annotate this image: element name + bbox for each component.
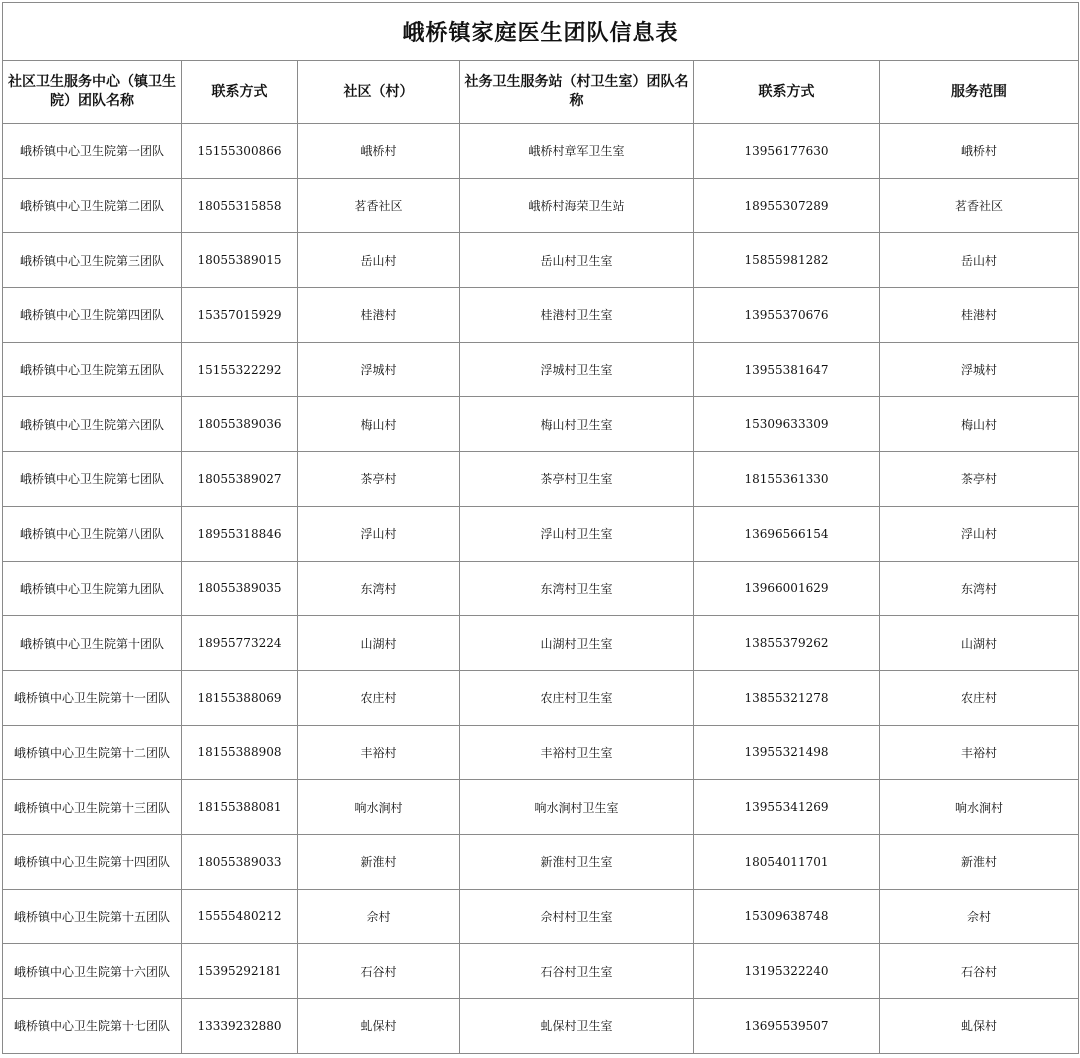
cell-station-team-name: 梅山村卫生室 (460, 397, 694, 452)
table-row (3, 124, 1079, 179)
team-info-sheet (2, 2, 1078, 1056)
header-community: 社区（村） (298, 61, 460, 124)
cell-station-team-name: 峨桥村海荣卫生站 (460, 178, 694, 233)
cell-community: 东湾村 (298, 561, 460, 616)
cell-station-contact: 18155361330 (694, 452, 880, 507)
cell-community: 石谷村 (298, 944, 460, 999)
cell-center-team-name: 峨桥镇中心卫生院第十七团队 (3, 999, 182, 1054)
cell-center-contact: 18155388908 (182, 725, 298, 780)
cell-center-contact: 18955318846 (182, 506, 298, 561)
cell-community: 峨桥村 (298, 124, 460, 179)
cell-center-contact: 15155322292 (182, 342, 298, 397)
cell-service-area: 虬保村 (880, 999, 1079, 1054)
table-row (3, 288, 1079, 343)
cell-center-contact: 15357015929 (182, 288, 298, 343)
cell-center-team-name: 峨桥镇中心卫生院第五团队 (3, 342, 182, 397)
header-station-contact: 联系方式 (694, 61, 880, 124)
cell-service-area: 东湾村 (880, 561, 1079, 616)
cell-center-team-name: 峨桥镇中心卫生院第九团队 (3, 561, 182, 616)
cell-station-contact: 13195322240 (694, 944, 880, 999)
table-row (3, 452, 1079, 507)
cell-station-contact: 13855379262 (694, 616, 880, 671)
cell-service-area: 峨桥村 (880, 124, 1079, 179)
cell-community: 丰裕村 (298, 725, 460, 780)
table-row (3, 780, 1079, 835)
cell-station-contact: 18955307289 (694, 178, 880, 233)
cell-station-team-name: 丰裕村卫生室 (460, 725, 694, 780)
cell-community: 响水涧村 (298, 780, 460, 835)
table-row (3, 889, 1079, 944)
cell-center-contact: 18055389036 (182, 397, 298, 452)
cell-station-contact: 13966001629 (694, 561, 880, 616)
cell-station-contact: 13695539507 (694, 999, 880, 1054)
cell-community: 浮城村 (298, 342, 460, 397)
title-row (3, 3, 1079, 61)
cell-station-contact: 13696566154 (694, 506, 880, 561)
cell-station-team-name: 佘村村卫生室 (460, 889, 694, 944)
cell-center-team-name: 峨桥镇中心卫生院第十团队 (3, 616, 182, 671)
cell-community: 桂港村 (298, 288, 460, 343)
cell-service-area: 梅山村 (880, 397, 1079, 452)
cell-center-team-name: 峨桥镇中心卫生院第二团队 (3, 178, 182, 233)
cell-center-contact: 18955773224 (182, 616, 298, 671)
cell-station-team-name: 东湾村卫生室 (460, 561, 694, 616)
cell-community: 虬保村 (298, 999, 460, 1054)
cell-station-team-name: 浮城村卫生室 (460, 342, 694, 397)
cell-community: 茶亭村 (298, 452, 460, 507)
header-center-contact: 联系方式 (182, 61, 298, 124)
table-row (3, 944, 1079, 999)
cell-center-team-name: 峨桥镇中心卫生院第六团队 (3, 397, 182, 452)
cell-service-area: 浮山村 (880, 506, 1079, 561)
header-center-team-name: 社区卫生服务中心（镇卫生院）团队名称 (3, 61, 182, 124)
cell-center-team-name: 峨桥镇中心卫生院第十四团队 (3, 834, 182, 889)
cell-center-team-name: 峨桥镇中心卫生院第十三团队 (3, 780, 182, 835)
cell-service-area: 佘村 (880, 889, 1079, 944)
header-station-team-name: 社务卫生服务站（村卫生室）团队名称 (460, 61, 694, 124)
cell-center-contact: 18155388081 (182, 780, 298, 835)
cell-station-contact: 13956177630 (694, 124, 880, 179)
cell-service-area: 茶亭村 (880, 452, 1079, 507)
cell-station-team-name: 虬保村卫生室 (460, 999, 694, 1054)
table-row (3, 670, 1079, 725)
cell-center-team-name: 峨桥镇中心卫生院第七团队 (3, 452, 182, 507)
cell-community: 农庄村 (298, 670, 460, 725)
cell-community: 梅山村 (298, 397, 460, 452)
cell-community: 岳山村 (298, 233, 460, 288)
table-row (3, 506, 1079, 561)
cell-center-team-name: 峨桥镇中心卫生院第一团队 (3, 124, 182, 179)
cell-service-area: 山湖村 (880, 616, 1079, 671)
table-row (3, 616, 1079, 671)
cell-center-contact: 18055389015 (182, 233, 298, 288)
cell-center-contact: 18055389035 (182, 561, 298, 616)
cell-station-contact: 15309633309 (694, 397, 880, 452)
cell-station-team-name: 峨桥村章军卫生室 (460, 124, 694, 179)
cell-station-contact: 13955341269 (694, 780, 880, 835)
cell-station-team-name: 石谷村卫生室 (460, 944, 694, 999)
table-row (3, 342, 1079, 397)
cell-station-contact: 18054011701 (694, 834, 880, 889)
table-row (3, 725, 1079, 780)
table-body (3, 3, 1079, 1054)
cell-service-area: 桂港村 (880, 288, 1079, 343)
cell-station-contact: 13855321278 (694, 670, 880, 725)
table-row (3, 397, 1079, 452)
table-row (3, 233, 1079, 288)
cell-service-area: 岳山村 (880, 233, 1079, 288)
cell-station-team-name: 茶亭村卫生室 (460, 452, 694, 507)
cell-center-team-name: 峨桥镇中心卫生院第十五团队 (3, 889, 182, 944)
cell-center-contact: 15555480212 (182, 889, 298, 944)
table-row (3, 561, 1079, 616)
cell-center-team-name: 峨桥镇中心卫生院第四团队 (3, 288, 182, 343)
cell-station-contact: 15855981282 (694, 233, 880, 288)
cell-center-team-name: 峨桥镇中心卫生院第八团队 (3, 506, 182, 561)
header-row (3, 61, 1079, 124)
cell-service-area: 丰裕村 (880, 725, 1079, 780)
team-info-table (2, 2, 1079, 1054)
cell-community: 山湖村 (298, 616, 460, 671)
cell-station-team-name: 桂港村卫生室 (460, 288, 694, 343)
cell-center-contact: 15395292181 (182, 944, 298, 999)
cell-service-area: 新淮村 (880, 834, 1079, 889)
cell-service-area: 浮城村 (880, 342, 1079, 397)
cell-community: 新淮村 (298, 834, 460, 889)
cell-station-contact: 13955321498 (694, 725, 880, 780)
cell-service-area: 农庄村 (880, 670, 1079, 725)
cell-station-team-name: 浮山村卫生室 (460, 506, 694, 561)
cell-community: 茗香社区 (298, 178, 460, 233)
cell-service-area: 响水涧村 (880, 780, 1079, 835)
cell-station-team-name: 响水涧村卫生室 (460, 780, 694, 835)
cell-center-team-name: 峨桥镇中心卫生院第十六团队 (3, 944, 182, 999)
table-row (3, 178, 1079, 233)
cell-center-contact: 13339232880 (182, 999, 298, 1054)
cell-station-team-name: 农庄村卫生室 (460, 670, 694, 725)
cell-center-team-name: 峨桥镇中心卫生院第三团队 (3, 233, 182, 288)
cell-center-contact: 18055315858 (182, 178, 298, 233)
cell-center-contact: 15155300866 (182, 124, 298, 179)
cell-service-area: 石谷村 (880, 944, 1079, 999)
cell-community: 浮山村 (298, 506, 460, 561)
cell-center-contact: 18055389033 (182, 834, 298, 889)
cell-center-contact: 18055389027 (182, 452, 298, 507)
cell-station-team-name: 岳山村卫生室 (460, 233, 694, 288)
cell-station-team-name: 山湖村卫生室 (460, 616, 694, 671)
cell-station-contact: 13955370676 (694, 288, 880, 343)
table-title: 峨桥镇家庭医生团队信息表 (3, 3, 1079, 61)
table-row (3, 834, 1079, 889)
header-service-area: 服务范围 (880, 61, 1079, 124)
cell-community: 佘村 (298, 889, 460, 944)
cell-station-team-name: 新淮村卫生室 (460, 834, 694, 889)
cell-station-contact: 15309638748 (694, 889, 880, 944)
cell-service-area: 茗香社区 (880, 178, 1079, 233)
cell-center-team-name: 峨桥镇中心卫生院第十二团队 (3, 725, 182, 780)
table-row (3, 999, 1079, 1054)
cell-center-team-name: 峨桥镇中心卫生院第十一团队 (3, 670, 182, 725)
cell-center-contact: 18155388069 (182, 670, 298, 725)
cell-station-contact: 13955381647 (694, 342, 880, 397)
